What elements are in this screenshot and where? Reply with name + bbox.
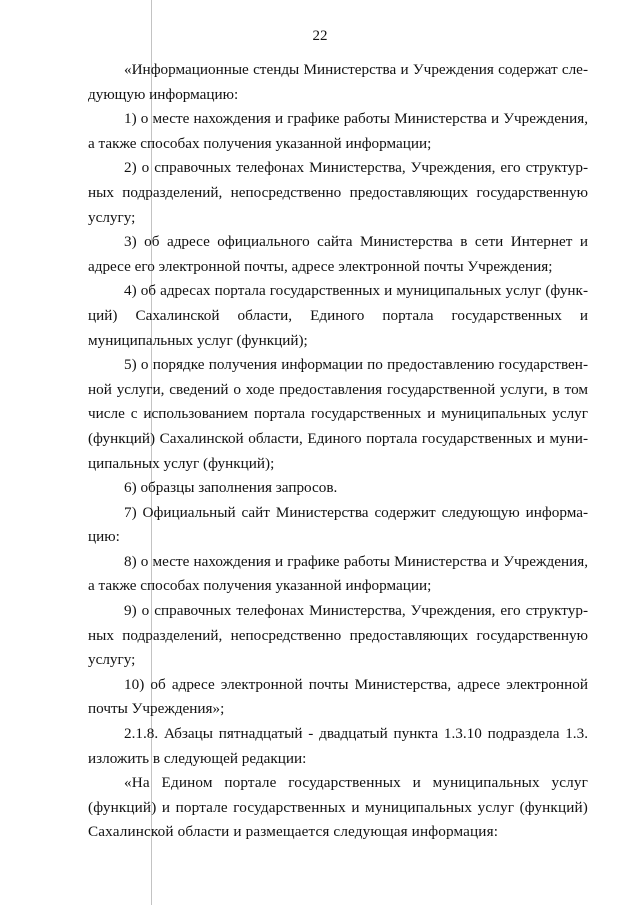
paragraph-item-6: 6) образцы заполнения запросов.	[124, 479, 338, 497]
paragraph-section-2-1-8: 2.1.8. Абзацы пятнадцатый - двадцатый пункта 1.3.10 подраздела 1.3. изложить в следующей редакции:	[88, 725, 588, 767]
paragraph-item-3: 3) об адресе официального сайта Министерства в сети Интернет и адресе его электронной почты, адресе электронной почты Учреждения;	[88, 233, 588, 275]
document-body	[88, 58, 588, 845]
paragraph-item-9: 9) о справочных телефонах Министерства, Учреждения, его структурных подразделений, непосредственно предоставляющих государственную услугу;	[88, 602, 588, 669]
paragraph-item-1: 1) о месте нахождения и графике работы Министерства и Учреждения, а также способах получения указанной информации;	[88, 110, 588, 152]
paragraph-intro-stands: «Информационные стенды Министерства и Учреждения содержат следующую информацию:	[88, 61, 588, 103]
paragraph-portal-info: «На Едином портале государственных и муниципальных услуг (функций) и портале государственных и муниципальных услуг (функций) Сахалинской области и размещается следующая информация:	[88, 774, 588, 841]
page-number: 22	[312, 28, 328, 44]
paragraph-item-10: 10) об адресе электронной почты Министерства, адресе электронной почты Учреждения»;	[88, 675, 588, 718]
paragraph-item-2: 2) о справочных телефонах Министерства, Учреждения, его структурных подразделений, непосредственно предоставляющих государственную услугу;	[88, 159, 588, 226]
paragraph-item-4: 4) об адресах портала государственных и муниципальных услуг (функций) Сахалинской области, Единого портала государственных и муниципальных услуг (функций);	[88, 282, 588, 349]
paragraph-item-8: 8) о месте нахождения и графике работы Министерства и Учреждения, а также способах получения указанной информации;	[88, 552, 588, 595]
paragraph-item-7: 7) Официальный сайт Министерства содержит следующую информацию:	[88, 503, 588, 546]
paragraph-item-5: 5) о порядке получения информации по предоставлению государственной услуги, сведений о ходе предоставления государственной услуги, в том числе с использованием портала государственных и муниципальных услуг (функций) Сахалинской области, Единого портала государственных и муниципальных услуг (функций);	[88, 356, 588, 472]
